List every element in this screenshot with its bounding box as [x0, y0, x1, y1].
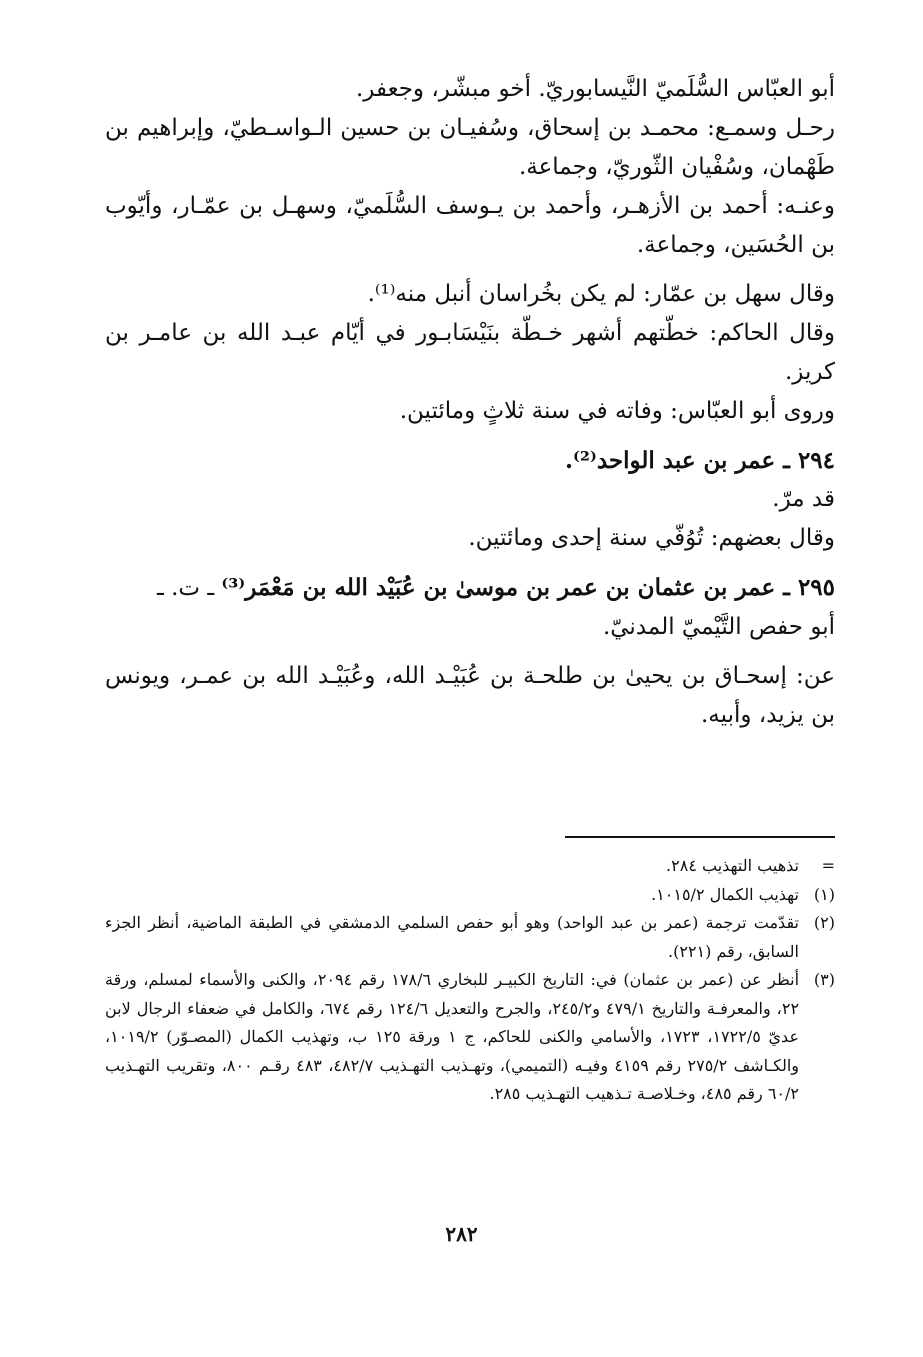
footnote-mark: (١): [813, 884, 835, 904]
footnote-text: تقدّمت ترجمة (عمر بن عبد الواحد) وهو أبو حفص السلمي الدمشقي في الطبقة الماضية، أنظر الجزء السابق، رقم (٢٢١).: [105, 913, 799, 961]
paragraph-already-mentioned: قد مرّ.: [772, 486, 835, 512]
footnote-mark: =: [821, 856, 835, 875]
spacer: [105, 558, 835, 568]
footnote-mark: (٢): [813, 913, 835, 932]
main-text: [105, 70, 835, 735]
footnote-text: تذهيب التهذيب ٢٨٤.: [666, 856, 799, 875]
paragraph-death: وروى أبو العبّاس: وفاته في سنة ثلاثٍ ومائتين.: [399, 398, 835, 424]
paragraph-sahl-quote: وقال سهل بن عمّار: لم يكن بخُراسان أنبل منه⁽¹⁾.: [367, 281, 835, 307]
entry-heading-295: [105, 568, 835, 608]
footnote-continuation: [105, 852, 835, 881]
spacer: [105, 647, 835, 657]
paragraph-students: وعنـه: أحمد بن الأزهـر، وأحمد بن يـوسف السُّلَميّ، وسهـل بن عمّـار، وأيّوب بن الحُسَين، وجماعة.: [105, 193, 835, 258]
footnote-mark: (٣): [813, 970, 835, 989]
footnotes: [105, 836, 835, 1109]
paragraph-teachers: رحـل وسمـع: محمـد بن إسحاق، وسُفيـان بن حسين الـواسـطيّ، وإبراهيم بن طَهْمان، وسُفْيان الثّوريّ، وجماعة.: [105, 115, 835, 180]
page-number: ٢٨٢: [445, 1222, 478, 1246]
paragraph-origin: أبو العبّاس السُّلَميّ النَّيسابوريّ. أخو مبشّر، وجعفر.: [355, 76, 835, 102]
footnote-text: أنظر عن (عمر بن عثمان) في: التاريخ الكبيـر للبخاري ١٧٨/٦ رقم ٢٠٩٤، والكنى والأسماء لمسلم، ورقة ٢٢، والمعرفـة والتاريخ ٤٧٩/١ و٢٤٥/٢، والجرح والتعديل ١٢٤/٦ رقم ٦٧٤، والكامل في ضعفاء الرجال لابن عديّ ١٧٢٢/٥، ١٧٢٣، والأسامي والكنى للحاكم، ج ١ ورقة ١٢٥ ب، وتهذيب الكمال (المصـوّر) ١٠١٩/٢، والكـاشف ٢٧٥/٢ رقم ٤١٥٩ وفيـه (التميمي)، وتهـذيب التهـذيب ٤٨٢/٧، ٤٨٣ رقـم ٨٠٠، وتقريب التهـذيب ٦٠/٢ رقم ٤٨٥، وخـلاصـة تـذهيب التهـذيب ٢٨٥.: [105, 970, 800, 1103]
entry-heading-295-symbol: ـ ت. ـ: [157, 575, 222, 601]
footnote-2: [105, 909, 835, 966]
spacer: [105, 431, 835, 441]
paragraph-kunya: أبو حفص التَّيْميّ المدنيّ.: [602, 614, 835, 640]
spacer: [105, 265, 835, 275]
paragraph-narrated-from: عن: إسحـاق بن يحيىٰ بن طلحـة بن عُبَيْـد الله، وعُبَيْـد الله بن عمـر، ويونس بن يزيد، وأبيه.: [105, 663, 835, 728]
paragraph-hakim-quote: وقال الحاكم: خطّتهم أشهر خـطّة بنَيْسَابـور في أيّام عبـد الله بن عامـر بن كريز.: [105, 320, 835, 385]
footnote-1: [105, 881, 835, 910]
entry-heading-294: ٢٩٤ ـ عمر بن عبد الواحد⁽²⁾.: [565, 447, 835, 474]
footnote-text: تهذيب الكمال ١٠١٥/٢.: [651, 884, 799, 904]
entry-heading-295-name: ٢٩٥ ـ عمر بن عثمان بن عمر بن موسىٰ بن عُبَيْد الله بن مَعْمَر⁽³⁾: [221, 574, 835, 601]
paragraph-death-201: وقال بعضهم: تُوُفّي سنة إحدى ومائتين.: [468, 525, 835, 551]
footnote-separator: [565, 836, 835, 838]
footnote-3: [105, 966, 835, 1109]
